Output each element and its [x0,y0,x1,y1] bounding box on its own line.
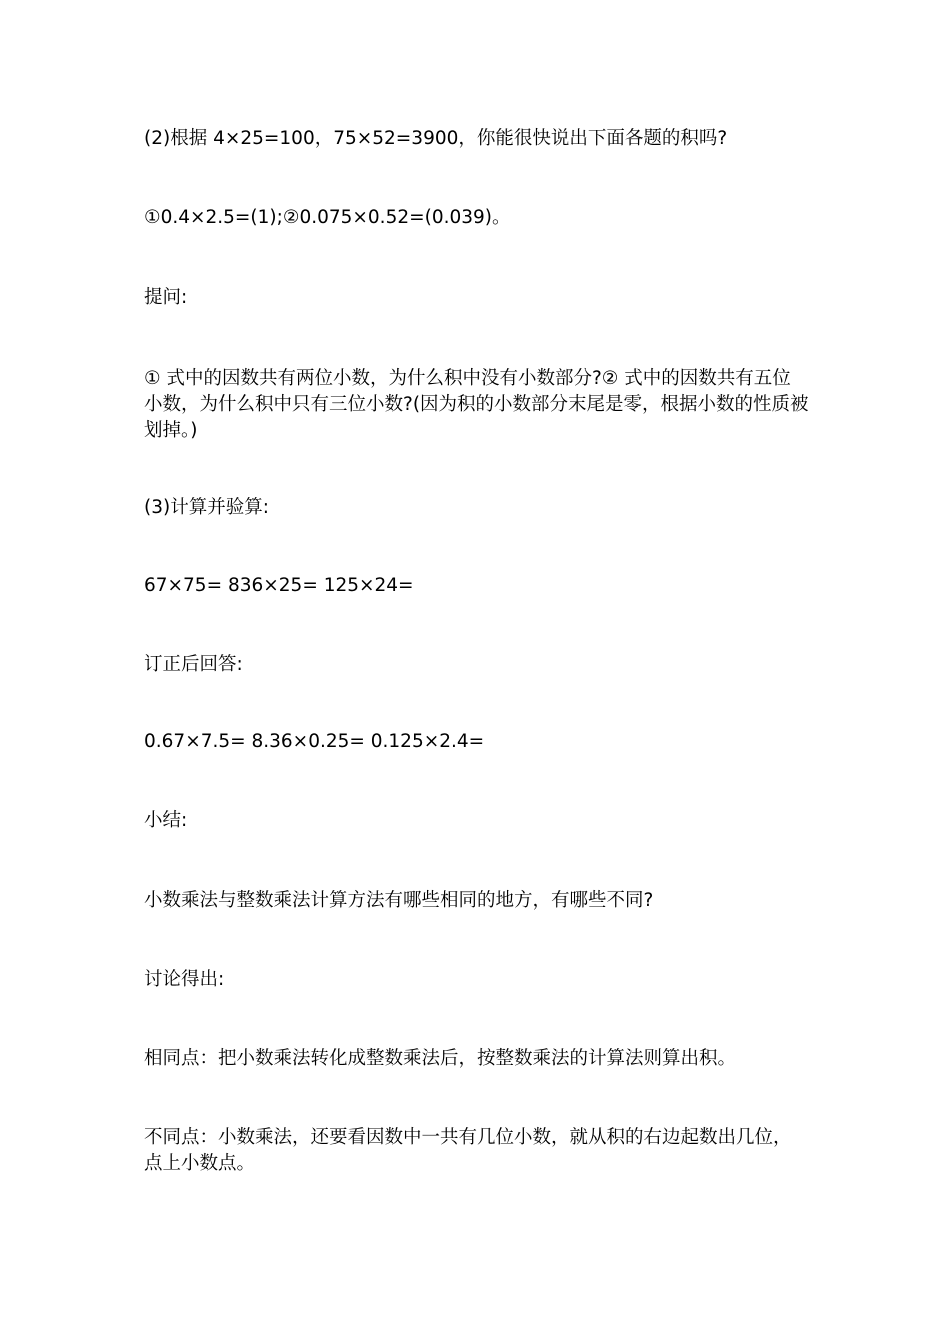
paragraph-summary-question: 小数乘法与整数乘法计算方法有哪些相同的地方，有哪些不同? [144,890,654,911]
paragraph-calc-heading: (3)计算并验算: [144,497,269,518]
paragraph-product-answers: ①0.4×2.5=(1);②0.075×0.52=(0.039)。 [144,207,511,228]
paragraph-summary-heading: 小结: [144,810,188,831]
paragraph-decimal-exercises: 0.67×7.5= 8.36×0.25= 0.125×2.4= [144,731,485,752]
paragraph-similarities: 相同点：把小数乘法转化成整数乘法后，按整数乘法的计算法则算出积。 [144,1048,737,1069]
paragraph-differences: 不同点：小数乘法，还要看因数中一共有几位小数，就从积的右边起数出几位，点上小数点。 [144,1127,792,1174]
paragraph-question-body: ① 式中的因数共有两位小数，为什么积中没有小数部分?② 式中的因数共有五位小数，为什么积中只有三位小数?(因为积的小数部分末尾是零，根据小数的性质被划掉。) [144,368,809,441]
paragraph-integer-exercises: 67×75= 836×25= 125×24= [144,575,414,596]
paragraph-correction-heading: 订正后回答: [144,654,243,675]
paragraph-discussion-heading: 讨论得出: [144,969,225,990]
paragraph-question-heading: 提问: [144,287,188,308]
paragraph-product-question: (2)根据 4×25=100，75×52=3900，你能很快说出下面各题的积吗? [144,128,728,149]
